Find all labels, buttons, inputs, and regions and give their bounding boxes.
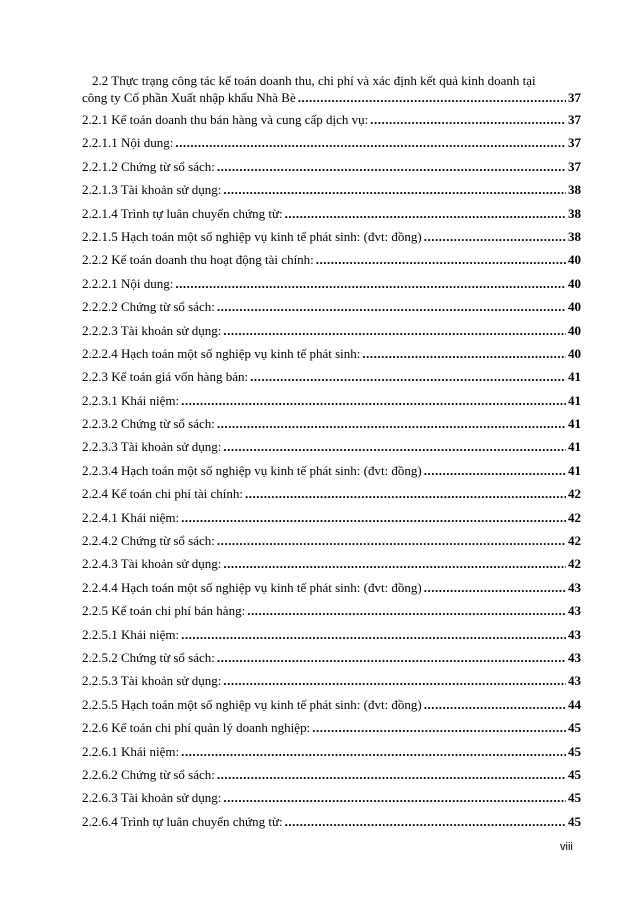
toc-page-number: 45 [568,813,581,829]
toc-entry[interactable] [82,229,581,252]
toc-entry-label: 2.2.5 Kế toán chi phí bán hàng: [82,603,246,619]
toc-page-number: 41 [568,392,581,408]
toc-entry-label: 2.2.3.2 Chứng từ sổ sách: [82,416,215,432]
toc-entry-label: 2.2.1.4 Trình tự luân chuyển chứng từ: [82,205,283,221]
toc-page-number: 38 [568,182,581,198]
dot-leader [223,323,566,339]
dot-leader [424,697,566,713]
toc-entry[interactable] [82,369,581,392]
toc-entry[interactable] [82,463,581,486]
toc-entry-label: 2.2.6.1 Khái niệm: [82,743,180,759]
toc-entry-2-2[interactable] [82,72,581,106]
toc-entry-label: 2.2.1.2 Chứng từ sổ sách: [82,158,215,174]
toc-entry[interactable] [82,486,581,509]
toc-entry[interactable] [82,416,581,439]
dot-leader [223,673,566,689]
toc-page-number: 42 [568,486,581,502]
dot-leader [362,346,566,362]
toc-entry[interactable] [82,439,581,462]
dot-leader [217,767,566,783]
dot-leader [316,252,566,268]
toc-entry-label: 2.2.6 Kế toán chi phí quản lý doanh nghiệp: [82,720,311,736]
toc-entry[interactable] [82,159,581,182]
toc-page-number: 45 [568,766,581,782]
toc-page-number: 41 [568,369,581,385]
dot-leader [217,416,566,432]
toc-page-number: 43 [568,603,581,619]
toc-page-number: 42 [568,533,581,549]
toc-entry-label-cont: công ty Cổ phần Xuất nhập khẩu Nhà Bè [82,90,296,105]
toc-entry-list [82,112,581,837]
toc-entry[interactable] [82,790,581,813]
toc-page-number: 43 [568,673,581,689]
dot-leader [424,229,566,245]
dot-leader [217,650,566,666]
dot-leader [217,159,566,175]
toc-entry[interactable] [82,533,581,556]
toc-page-number: 42 [568,556,581,572]
dot-leader [285,814,566,830]
toc-entry-label: 2.2.6.4 Trình tự luân chuyển chứng từ: [82,813,283,829]
toc-entry-label: 2.2.5.5 Hạch toán một số nghiệp vụ kinh tế phát sinh: (đvt: đồng) [82,696,422,712]
toc-entry-label: 2.2.1.1 Nội dung: [82,135,174,151]
dot-leader [223,182,566,198]
toc-page-number: 40 [568,275,581,291]
dot-leader [223,790,566,806]
toc-page-number: 40 [568,299,581,315]
toc-entry-label: 2.2.5.1 Khái niệm: [82,626,180,642]
toc-page-number: 40 [568,322,581,338]
toc-page-number: 43 [568,626,581,642]
toc-page-number: 45 [568,790,581,806]
toc-entry-label: 2.2.4.4 Hạch toán một số nghiệp vụ kinh tế phát sinh: (đvt: đồng) [82,579,422,595]
toc-page-number: 45 [568,743,581,759]
toc-page-number: 37 [568,135,581,151]
toc-entry-label: 2.2.3.4 Hạch toán một số nghiệp vụ kinh tế phát sinh: (đvt: đồng) [82,462,422,478]
toc-page-number: 43 [568,579,581,595]
toc-page-number: 37 [568,158,581,174]
toc-page-number: 38 [568,205,581,221]
toc-entry-line2 [82,89,581,106]
toc-page-number: 37 [568,90,581,105]
table-of-contents [82,72,581,837]
toc-entry-label: 2.2.3.3 Tài khoản sử dụng: [82,439,222,455]
toc-entry[interactable] [82,744,581,767]
toc-entry[interactable] [82,556,581,579]
toc-entry-label: 2.2.4.1 Khái niệm: [82,509,180,525]
page-number: viii [560,841,573,853]
toc-entry[interactable] [82,182,581,205]
dot-leader [250,369,566,385]
toc-entry[interactable] [82,650,581,673]
dot-leader [247,603,566,619]
toc-entry[interactable] [82,814,581,837]
dot-leader [245,486,566,502]
toc-entry-label: 2.2.6.2 Chứng từ sổ sách: [82,766,215,782]
toc-entry-label: 2.2.2.3 Tài khoản sử dụng: [82,322,222,338]
toc-entry-label: 2.2.2.1 Nội dung: [82,275,174,291]
toc-page-number: 44 [568,696,581,712]
toc-entry-label: 2.2.3 Kế toán giá vốn hàng bán: [82,369,249,385]
dot-leader [298,89,566,106]
toc-page-number: 40 [568,345,581,361]
toc-entry[interactable] [82,697,581,720]
dot-leader [223,439,566,455]
dot-leader [175,135,566,151]
dot-leader [312,720,566,736]
toc-entry[interactable] [82,346,581,369]
toc-page-number: 45 [568,720,581,736]
toc-page-number: 40 [568,252,581,268]
toc-entry[interactable] [82,673,581,696]
toc-entry[interactable] [82,767,581,790]
toc-page-number: 41 [568,439,581,455]
toc-entry-label: 2.2.5.3 Tài khoản sử dụng: [82,673,222,689]
toc-entry-label: 2.2 Thực trạng công tác kế toán doanh thu, chi phí và xác định kết quả kinh doanh tại [92,73,536,88]
toc-page-number: 42 [568,509,581,525]
toc-entry[interactable] [82,252,581,275]
toc-entry[interactable] [82,720,581,743]
toc-page-number: 38 [568,228,581,244]
toc-entry-label: 2.2.6.3 Tài khoản sử dụng: [82,790,222,806]
dot-leader [175,276,566,292]
toc-entry[interactable] [82,393,581,416]
dot-leader [181,393,566,409]
toc-entry[interactable] [82,299,581,322]
dot-leader [181,627,566,643]
dot-leader [181,744,566,760]
dot-leader [217,299,566,315]
toc-entry-label: 2.2.4.3 Tài khoản sử dụng: [82,556,222,572]
toc-entry-label: 2.2.2.2 Chứng từ sổ sách: [82,299,215,315]
dot-leader [424,580,566,596]
toc-entry-label: 2.2.4 Kế toán chi phí tài chính: [82,486,244,502]
dot-leader [285,206,566,222]
toc-entry-label: 2.2.3.1 Khái niệm: [82,392,180,408]
dot-leader [181,510,566,526]
toc-entry[interactable] [82,135,581,158]
toc-entry[interactable] [82,112,581,135]
toc-entry[interactable] [82,627,581,650]
toc-entry-label: 2.2.4.2 Chứng từ sổ sách: [82,533,215,549]
toc-page-number: 41 [568,462,581,478]
toc-entry-label: 2.2.1.3 Tài khoản sử dụng: [82,182,222,198]
toc-entry-label: 2.2.1 Kế toán doanh thu bán hàng và cung cấp dịch vụ: [82,112,369,127]
toc-page-number: 43 [568,649,581,665]
toc-entry-label: 2.2.1.5 Hạch toán một số nghiệp vụ kinh tế phát sinh: (đvt: đồng) [82,228,422,244]
toc-entry-label: 2.2.2 Kế toán doanh thu hoạt động tài chính: [82,252,314,268]
dot-leader [424,463,566,479]
toc-entry[interactable] [82,580,581,603]
toc-entry[interactable] [82,603,581,626]
toc-entry[interactable] [82,323,581,346]
toc-entry[interactable] [82,276,581,299]
toc-entry[interactable] [82,206,581,229]
toc-page-number: 37 [568,112,581,127]
toc-page-number: 41 [568,416,581,432]
toc-entry-label: 2.2.2.4 Hạch toán một số nghiệp vụ kinh tế phát sinh: [82,345,361,361]
dot-leader [217,533,566,549]
toc-entry-label: 2.2.5.2 Chứng từ sổ sách: [82,649,215,665]
dot-leader [370,112,566,128]
toc-entry[interactable] [82,510,581,533]
dot-leader [223,556,566,572]
